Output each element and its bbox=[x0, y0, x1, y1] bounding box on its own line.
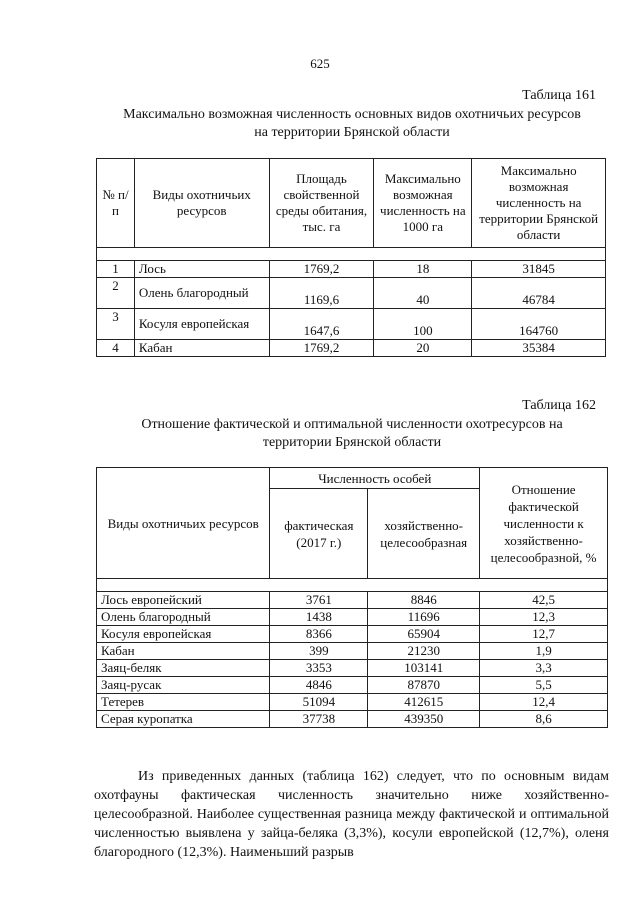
cell-optimal: 412615 bbox=[368, 694, 480, 711]
cell-optimal: 439350 bbox=[368, 711, 480, 728]
cell-species: Лось европейский bbox=[97, 592, 270, 609]
header-area: Площадь свойственной среды обитания, тыс. га bbox=[269, 159, 374, 248]
cell-ratio: 12,7 bbox=[480, 626, 608, 643]
cell-species: Серая куропатка bbox=[97, 711, 270, 728]
table-row bbox=[97, 626, 608, 643]
body-paragraph: Из приведенных данных (таблица 162) следует, что по основным видам охотфауны фактическая численность значительно ниже хозяйственно-целесообразной. Наиболее существенная разница между фактической и оптимальной численностью выявлена у зайца-беляка (3,3%), косули европейской (12,7%), оленя благородного (12,3%). Наименьший разрыв bbox=[94, 769, 609, 860]
cell-ratio: 3,3 bbox=[480, 660, 608, 677]
cell-optimal: 21230 bbox=[368, 643, 480, 660]
table-row bbox=[97, 309, 606, 340]
table-161-header-row bbox=[97, 159, 606, 248]
table-161 bbox=[96, 158, 606, 357]
table-161-title-line1: Максимально возможная численность основных видов охотничьих ресурсов bbox=[123, 107, 581, 122]
table-162-title-line1: Отношение фактической и оптимальной численности охотресурсов на bbox=[141, 417, 563, 432]
cell-area: 1647,6 bbox=[269, 309, 374, 340]
cell-max-per-1000: 40 bbox=[374, 278, 472, 309]
cell-ratio: 1,9 bbox=[480, 643, 608, 660]
table-162-title bbox=[52, 416, 640, 452]
page-number: 625 bbox=[310, 56, 330, 71]
table-161-title bbox=[52, 106, 640, 142]
cell-ratio: 12,4 bbox=[480, 694, 608, 711]
cell-actual: 399 bbox=[270, 643, 368, 660]
cell-optimal: 11696 bbox=[368, 609, 480, 626]
cell-optimal: 103141 bbox=[368, 660, 480, 677]
cell-max-per-1000: 100 bbox=[374, 309, 472, 340]
cell-species: Заяц-русак bbox=[97, 677, 270, 694]
table-row bbox=[97, 711, 608, 728]
cell-species: Заяц-беляк bbox=[97, 660, 270, 677]
cell-species: Тетерев bbox=[97, 694, 270, 711]
table-161-title-line2: на территории Брянской области bbox=[254, 125, 450, 140]
cell-actual: 51094 bbox=[270, 694, 368, 711]
cell-actual: 1438 bbox=[270, 609, 368, 626]
cell-max-region: 164760 bbox=[472, 309, 606, 340]
cell-area: 1169,6 bbox=[269, 278, 374, 309]
cell-max-region: 46784 bbox=[472, 278, 606, 309]
cell-num: 4 bbox=[97, 340, 135, 357]
cell-species: Олень благородный bbox=[97, 609, 270, 626]
cell-actual: 3353 bbox=[270, 660, 368, 677]
cell-actual: 8366 bbox=[270, 626, 368, 643]
table-row bbox=[97, 278, 606, 309]
cell-ratio: 42,5 bbox=[480, 592, 608, 609]
table-row bbox=[97, 592, 608, 609]
table-161-label: Таблица 161 bbox=[522, 88, 596, 103]
header-max-per-1000: Максимально возможная численность на 1000 га bbox=[374, 159, 472, 248]
table-row bbox=[97, 643, 608, 660]
cell-num: 2 bbox=[97, 278, 135, 309]
table-162 bbox=[96, 467, 608, 728]
cell-optimal: 8846 bbox=[368, 592, 480, 609]
table-row bbox=[97, 261, 606, 278]
cell-optimal: 65904 bbox=[368, 626, 480, 643]
header-num: № п/п bbox=[97, 159, 135, 248]
cell-optimal: 87870 bbox=[368, 677, 480, 694]
table-row bbox=[97, 340, 606, 357]
header-max-region: Максимально возможная численность на территории Брянской области bbox=[472, 159, 606, 248]
table-162-header-row-1 bbox=[97, 468, 608, 489]
cell-num: 3 bbox=[97, 309, 135, 340]
cell-actual: 4846 bbox=[270, 677, 368, 694]
table-162-title-line2: территории Брянской области bbox=[262, 435, 442, 450]
header-ratio: Отношение фактической численности к хозяйственно-целесообразной, % bbox=[480, 468, 608, 579]
cell-species: Лось bbox=[134, 261, 269, 278]
table-row bbox=[97, 609, 608, 626]
cell-max-per-1000: 18 bbox=[374, 261, 472, 278]
cell-actual: 3761 bbox=[270, 592, 368, 609]
table-162-label: Таблица 162 bbox=[522, 398, 596, 413]
cell-actual: 37738 bbox=[270, 711, 368, 728]
cell-num: 1 bbox=[97, 261, 135, 278]
table-row bbox=[97, 660, 608, 677]
cell-area: 1769,2 bbox=[269, 340, 374, 357]
header-optimal: хозяйственно-целесообразная bbox=[368, 489, 480, 579]
table-row bbox=[97, 694, 608, 711]
cell-ratio: 12,3 bbox=[480, 609, 608, 626]
header-species: Виды охотничьих ресурсов bbox=[97, 468, 270, 579]
header-species: Виды охотничьих ресурсов bbox=[134, 159, 269, 248]
cell-ratio: 5,5 bbox=[480, 677, 608, 694]
cell-species: Олень благородный bbox=[134, 278, 269, 309]
table-spacer-row bbox=[97, 579, 608, 592]
cell-species: Косуля европейская bbox=[134, 309, 269, 340]
header-count-group: Численность особей bbox=[270, 468, 480, 489]
cell-species: Кабан bbox=[134, 340, 269, 357]
cell-max-region: 31845 bbox=[472, 261, 606, 278]
header-actual: фактическая (2017 г.) bbox=[270, 489, 368, 579]
table-row bbox=[97, 677, 608, 694]
cell-max-region: 35384 bbox=[472, 340, 606, 357]
cell-ratio: 8,6 bbox=[480, 711, 608, 728]
cell-species: Кабан bbox=[97, 643, 270, 660]
cell-max-per-1000: 20 bbox=[374, 340, 472, 357]
cell-species: Косуля европейская bbox=[97, 626, 270, 643]
cell-area: 1769,2 bbox=[269, 261, 374, 278]
table-spacer-row bbox=[97, 248, 606, 261]
